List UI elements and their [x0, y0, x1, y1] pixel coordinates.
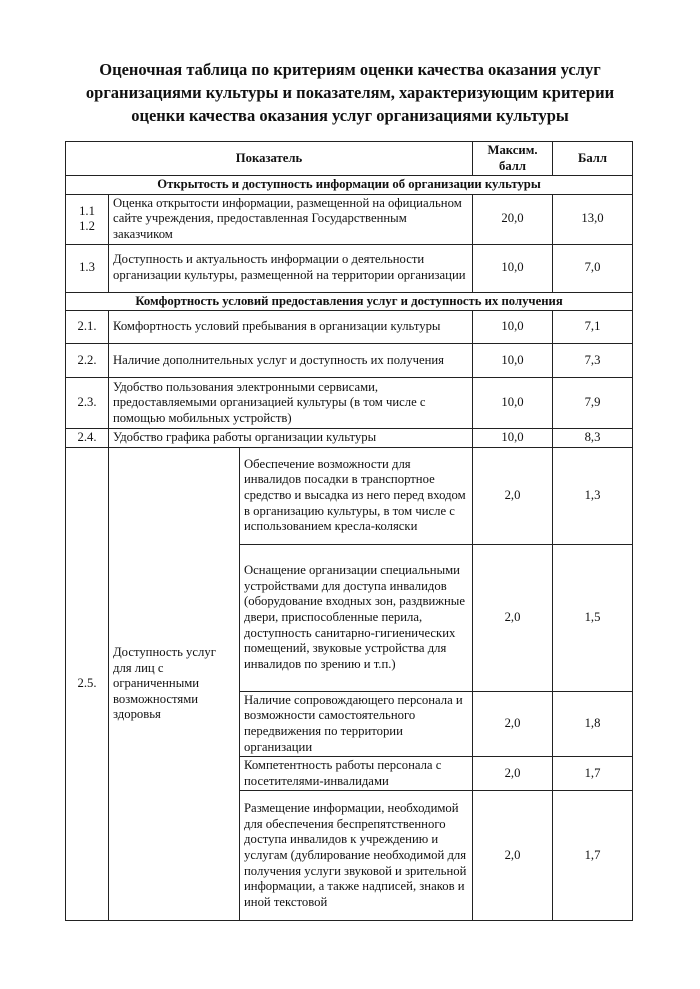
row-score: 7,9 — [553, 378, 633, 429]
section-row — [66, 176, 633, 195]
subrow-score: 1,7 — [553, 757, 633, 791]
subrow-indicator: Оснащение организации специальными устройствами для доступа инвалидов (оборудование входных зон, раздвижные двери, приспособленные перила, доступность санитарно-гигиенических помещений, звуковые устройства для инвалидов по зрению и т.п.) — [240, 544, 473, 691]
row-score: 7,1 — [553, 311, 633, 344]
row-max-score: 10,0 — [473, 378, 553, 429]
row-indicator: Наличие дополнительных услуг и доступность их получения — [109, 344, 473, 378]
evaluation-table — [65, 141, 633, 921]
subrow-indicator: Размещение информации, необходимой для обеспечения беспрепятственного доступа инвалидов к учреждению и услугам (дублирование необходимой для получения услуги звуковой и зрительной информации, а также надписей, знаков и иной текстовой — [240, 791, 473, 921]
row-score: 8,3 — [553, 429, 633, 448]
row-max-score: 10,0 — [473, 344, 553, 378]
row-max-score: 20,0 — [473, 194, 553, 244]
row-number-b: 1.2 — [79, 219, 95, 234]
header-score: Балл — [553, 142, 633, 176]
table-row — [66, 311, 633, 344]
group-indicator: Доступность услуг для лиц с ограниченными возможностями здоровья — [109, 447, 240, 921]
table-row — [66, 344, 633, 378]
section-title-openness: Открытость и доступность информации об организации культуры — [66, 176, 633, 195]
section-row — [66, 292, 633, 311]
subrow-indicator: Наличие сопровождающего персонала и возможности самостоятельного передвижения по территории организации — [240, 691, 473, 756]
row-indicator: Удобство графика работы организации культуры — [109, 429, 473, 448]
row-number: 2.3. — [66, 378, 109, 429]
subrow-indicator: Компетентность работы персонала с посетителями-инвалидами — [240, 757, 473, 791]
subrow-max-score: 2,0 — [473, 791, 553, 921]
row-max-score: 10,0 — [473, 311, 553, 344]
table-row — [66, 447, 633, 544]
table-header-row — [66, 142, 633, 176]
row-number: 1.3 — [66, 244, 109, 292]
subrow-score: 1,3 — [553, 447, 633, 544]
subrow-max-score: 2,0 — [473, 757, 553, 791]
row-number: 2.4. — [66, 429, 109, 448]
row-number — [66, 194, 109, 244]
row-indicator: Доступность и актуальность информации о деятельности организации культуры, размещенной на территории организации — [109, 244, 473, 292]
row-max-score: 10,0 — [473, 429, 553, 448]
row-indicator: Комфортность условий пребывания в организации культуры — [109, 311, 473, 344]
subrow-max-score: 2,0 — [473, 691, 553, 756]
row-indicator: Оценка открытости информации, размещенной на официальном сайте учреждения, предоставленная Государственным заказчиком — [109, 194, 473, 244]
row-indicator: Удобство пользования электронными сервисами, предоставляемыми организацией культуры (в том числе с помощью мобильных устройств) — [109, 378, 473, 429]
table-row — [66, 244, 633, 292]
row-score: 13,0 — [553, 194, 633, 244]
subrow-max-score: 2,0 — [473, 447, 553, 544]
subrow-max-score: 2,0 — [473, 544, 553, 691]
row-number: 2.1. — [66, 311, 109, 344]
table-row — [66, 378, 633, 429]
row-number: 2.2. — [66, 344, 109, 378]
row-number-a: 1.1 — [79, 203, 95, 218]
table-row — [66, 194, 633, 244]
group-number: 2.5. — [66, 447, 109, 921]
header-max-score: Максим. балл — [473, 142, 553, 176]
table-row — [66, 429, 633, 448]
subrow-indicator: Обеспечение возможности для инвалидов посадки в транспортное средство и высадка из него перед входом в организацию культуры, в том числе с использованием кресла-коляски — [240, 447, 473, 544]
section-title-comfort: Комфортность условий предоставления услуг и доступность их получения — [66, 292, 633, 311]
row-score: 7,3 — [553, 344, 633, 378]
header-indicator: Показатель — [66, 142, 473, 176]
page-title: Оценочная таблица по критериям оценки качества оказания услуг организациями культуры и показателям, характеризующим критерии оценки качества оказания услуг организациями культуры — [85, 60, 615, 125]
subrow-score: 1,7 — [553, 791, 633, 921]
subrow-score: 1,8 — [553, 691, 633, 756]
row-max-score: 10,0 — [473, 244, 553, 292]
row-score: 7,0 — [553, 244, 633, 292]
subrow-score: 1,5 — [553, 544, 633, 691]
